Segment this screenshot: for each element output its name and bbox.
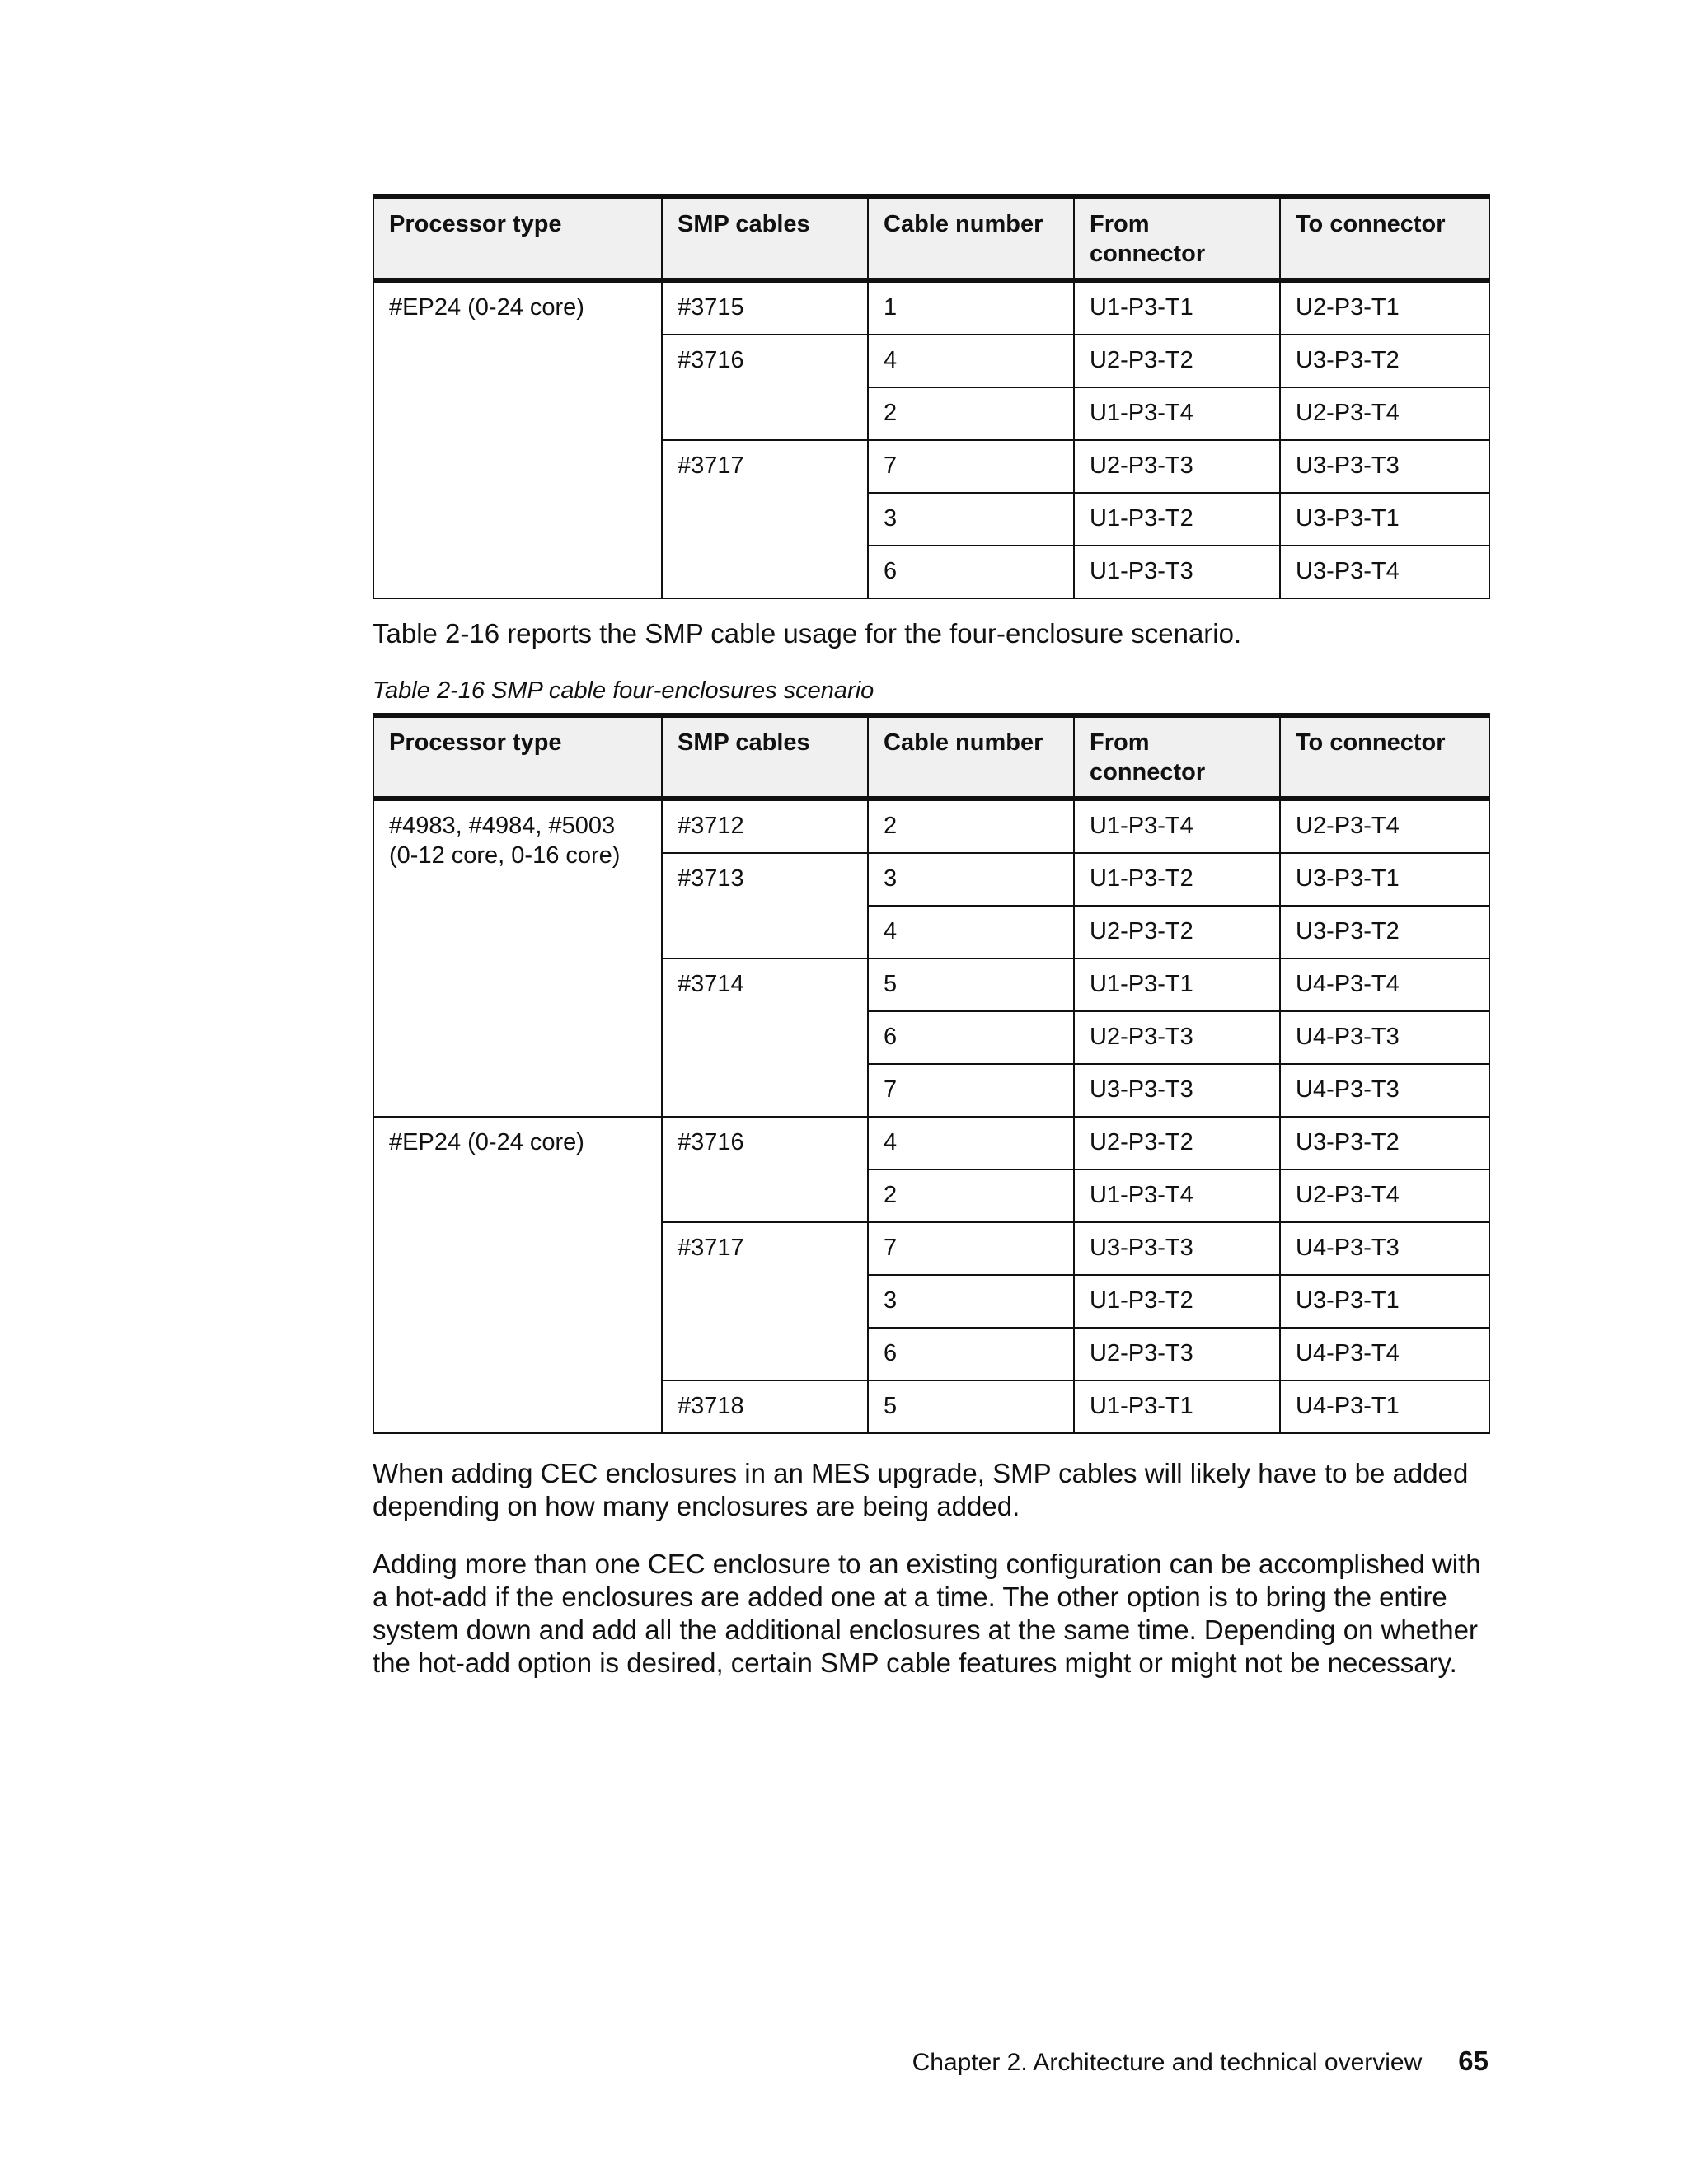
header-processor-type: Processor type — [373, 715, 662, 799]
to-connector-cell: U4-P3-T3 — [1280, 1064, 1489, 1117]
cable-number-cell: 1 — [868, 280, 1074, 335]
from-connector-cell: U1-P3-T3 — [1074, 546, 1280, 598]
to-connector-cell: U3-P3-T4 — [1280, 546, 1489, 598]
to-connector-cell: U4-P3-T3 — [1280, 1011, 1489, 1064]
header-cable-number: Cable number — [868, 197, 1074, 280]
page-number: 65 — [1458, 2046, 1489, 2076]
cable-number-cell: 7 — [868, 1064, 1074, 1117]
table-row — [373, 280, 1489, 335]
header-to-connector: To connector — [1280, 197, 1489, 280]
smp-cable-cell: #3717 — [662, 440, 868, 598]
to-connector-cell: U4-P3-T4 — [1280, 1328, 1489, 1380]
from-connector-cell: U2-P3-T3 — [1074, 1328, 1280, 1380]
table-caption: Table 2-16 SMP cable four-enclosures scenario — [373, 677, 874, 704]
header-processor-type: Processor type — [373, 197, 662, 280]
cable-number-cell: 4 — [868, 335, 1074, 387]
from-connector-cell: U2-P3-T2 — [1074, 1117, 1280, 1169]
page-footer — [912, 2046, 1489, 2078]
cable-number-cell: 3 — [868, 853, 1074, 906]
to-connector-cell: U3-P3-T3 — [1280, 440, 1489, 493]
cable-number-cell: 4 — [868, 1117, 1074, 1169]
processor-type-cell: #EP24 (0-24 core) — [373, 280, 662, 598]
cable-number-cell: 7 — [868, 1222, 1074, 1275]
cable-number-cell: 5 — [868, 1380, 1074, 1433]
paragraph-mes-upgrade: When adding CEC enclosures in an MES upgrade, SMP cables will likely have to be added depending on how many enclosures are being added. — [373, 1458, 1469, 1521]
to-connector-cell: U3-P3-T2 — [1280, 335, 1489, 387]
from-connector-cell: U3-P3-T3 — [1074, 1222, 1280, 1275]
table-header-row — [373, 197, 1489, 280]
to-connector-cell: U2-P3-T4 — [1280, 387, 1489, 440]
from-connector-cell: U1-P3-T4 — [1074, 799, 1280, 853]
smp-cable-cell: #3718 — [662, 1380, 868, 1433]
to-connector-cell: U3-P3-T2 — [1280, 1117, 1489, 1169]
cable-number-cell: 5 — [868, 958, 1074, 1011]
cable-number-cell: 4 — [868, 906, 1074, 958]
header-to-connector: To connector — [1280, 715, 1489, 799]
smp-cable-cell: #3714 — [662, 958, 868, 1117]
smp-cable-cell: #3713 — [662, 853, 868, 958]
to-connector-cell: U2-P3-T4 — [1280, 1169, 1489, 1222]
smp-cable-cell: #3717 — [662, 1222, 868, 1380]
from-connector-cell: U1-P3-T2 — [1074, 493, 1280, 546]
from-connector-cell: U2-P3-T3 — [1074, 440, 1280, 493]
intro-paragraph: Table 2-16 reports the SMP cable usage for the four-enclosure scenario. — [373, 618, 1242, 649]
from-connector-cell: U2-P3-T2 — [1074, 906, 1280, 958]
from-connector-cell: U1-P3-T4 — [1074, 387, 1280, 440]
header-smp-cables: SMP cables — [662, 197, 868, 280]
from-connector-cell: U1-P3-T2 — [1074, 1275, 1280, 1328]
to-connector-cell: U3-P3-T2 — [1280, 906, 1489, 958]
to-connector-cell: U3-P3-T1 — [1280, 1275, 1489, 1328]
smp-cable-cell: #3712 — [662, 799, 868, 853]
cable-number-cell: 6 — [868, 1328, 1074, 1380]
cable-number-cell: 7 — [868, 440, 1074, 493]
page-content — [373, 194, 1489, 1680]
smp-cable-table-three-enclosures — [373, 194, 1490, 599]
smp-cable-cell: #3715 — [662, 280, 868, 335]
from-connector-cell: U3-P3-T3 — [1074, 1064, 1280, 1117]
smp-cable-table-four-enclosures — [373, 713, 1490, 1434]
cable-number-cell: 3 — [868, 493, 1074, 546]
from-connector-cell: U1-P3-T1 — [1074, 280, 1280, 335]
paragraph-hot-add: Adding more than one CEC enclosure to an existing configuration can be accomplished with a hot-add if the enclosures are added one at a time. The other option is to bring the entire system down and add all the additional enclosures at the same time. Depending on whether the hot-add option is desired, certain SMP cable features might or might not be necessary. — [373, 1549, 1481, 1678]
smp-cable-cell: #3716 — [662, 1117, 868, 1222]
footer-chapter-title: Chapter 2. Architecture and technical overview — [912, 2049, 1423, 2076]
cable-number-cell: 3 — [868, 1275, 1074, 1328]
to-connector-cell: U4-P3-T3 — [1280, 1222, 1489, 1275]
table-header-row — [373, 715, 1489, 799]
from-connector-cell: U1-P3-T1 — [1074, 1380, 1280, 1433]
cable-number-cell: 2 — [868, 1169, 1074, 1222]
from-connector-cell: U1-P3-T1 — [1074, 958, 1280, 1011]
cable-number-cell: 2 — [868, 387, 1074, 440]
to-connector-cell: U2-P3-T4 — [1280, 799, 1489, 853]
smp-cable-cell: #3716 — [662, 335, 868, 440]
from-connector-cell: U1-P3-T4 — [1074, 1169, 1280, 1222]
cable-number-cell: 6 — [868, 546, 1074, 598]
header-from-connector: From connector — [1074, 715, 1280, 799]
to-connector-cell: U4-P3-T1 — [1280, 1380, 1489, 1433]
cable-number-cell: 6 — [868, 1011, 1074, 1064]
processor-type-cell: #EP24 (0-24 core) — [373, 1117, 662, 1433]
processor-type-cell: #4983, #4984, #5003 (0-12 core, 0-16 core) — [373, 799, 662, 1117]
header-from-connector: From connector — [1074, 197, 1280, 280]
to-connector-cell: U4-P3-T4 — [1280, 958, 1489, 1011]
from-connector-cell: U1-P3-T2 — [1074, 853, 1280, 906]
table-row — [373, 799, 1489, 853]
cable-number-cell: 2 — [868, 799, 1074, 853]
from-connector-cell: U2-P3-T2 — [1074, 335, 1280, 387]
header-smp-cables: SMP cables — [662, 715, 868, 799]
to-connector-cell: U3-P3-T1 — [1280, 493, 1489, 546]
table-row — [373, 1117, 1489, 1169]
from-connector-cell: U2-P3-T3 — [1074, 1011, 1280, 1064]
to-connector-cell: U3-P3-T1 — [1280, 853, 1489, 906]
to-connector-cell: U2-P3-T1 — [1280, 280, 1489, 335]
header-cable-number: Cable number — [868, 715, 1074, 799]
